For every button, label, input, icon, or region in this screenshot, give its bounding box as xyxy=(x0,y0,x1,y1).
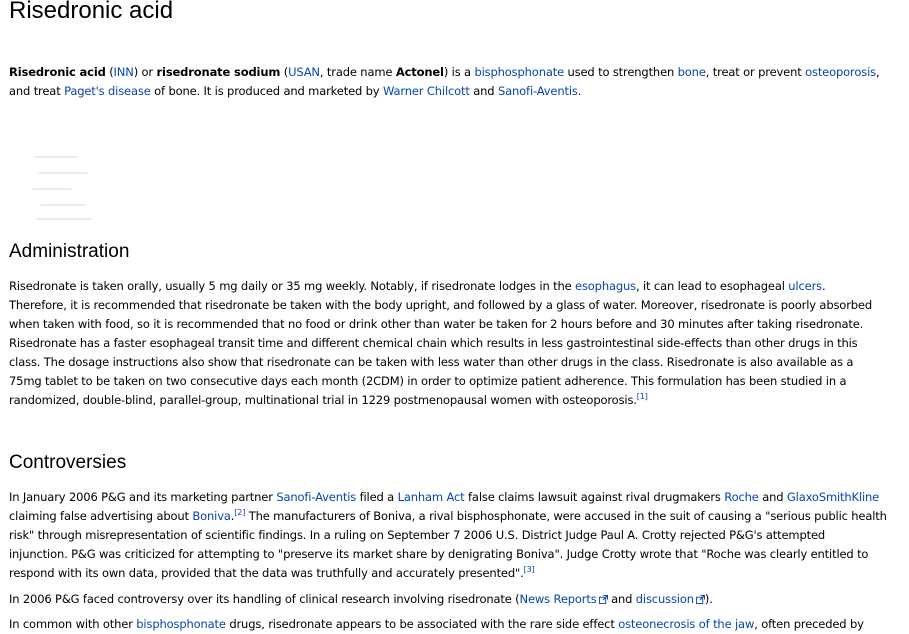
contro-line-5: respond with its own data, provided that the data was truthfully and accurately presented".[3] xyxy=(9,565,535,580)
structure-image xyxy=(28,124,106,228)
external-link-icon xyxy=(599,595,608,604)
link-bisphosphonate-2[interactable]: bisphosphonate xyxy=(136,617,226,631)
page-title: Risedronic acid xyxy=(9,0,174,24)
link-osteonecrosis-of-the-jaw[interactable]: osteonecrosis of the jaw xyxy=(618,617,755,631)
link-usan[interactable]: USAN xyxy=(288,65,320,79)
admin-line-7: randomized, double-blind, parallel-group, multinational trial in 1229 postmenopausal women with osteoporosis.[1] xyxy=(9,392,648,407)
citation-ref-2[interactable]: [2] xyxy=(234,508,246,518)
link-inn[interactable]: INN xyxy=(113,65,134,79)
link-lanham-act[interactable]: Lanham Act xyxy=(397,490,465,504)
citation-ref-1[interactable]: [1] xyxy=(636,392,648,402)
intro-line-1: Risedronic acid (INN) or risedronate sodium (USAN, trade name Actonel) is a bisphosphonate used to strengthen bone, treat or prevent osteoporosis, xyxy=(9,65,880,79)
bold-term-risedronate-sodium: risedronate sodium xyxy=(156,65,281,79)
citation-ref-3[interactable]: [3] xyxy=(523,565,535,575)
admin-line-5: class. The dosage instructions also show that risedronate can be taken with less water than other drugs in the class. Risedronate is also available as a xyxy=(9,355,854,369)
link-news-reports[interactable]: News Reports xyxy=(519,592,597,606)
controversies-paragraph-1 xyxy=(9,488,909,583)
intro-line-2: and treat Paget's disease of bone. It is produced and marketed by Warner Chilcott and Sanofi-Aventis. xyxy=(9,84,582,98)
admin-line-1: Risedronate is taken orally, usually 5 mg daily or 35 mg weekly. Notably, if risedronate lodges in the esophagus, it can lead to esophageal ulcers. xyxy=(9,279,826,293)
contro-line-4: injunction. P&G was criticized for attempting to "preserve its market share by denigrating Boniva". Judge Crotty wrote that "Roche was clearly entitled to xyxy=(9,547,869,561)
link-esophagus[interactable]: esophagus xyxy=(575,279,636,293)
link-sanofi-aventis-2[interactable]: Sanofi-Aventis xyxy=(276,490,357,504)
link-sanofi-aventis[interactable]: Sanofi-Aventis xyxy=(497,84,578,98)
section-heading-controversies: Controversies xyxy=(9,452,127,473)
link-osteoporosis[interactable]: osteoporosis xyxy=(805,65,876,79)
link-bisphosphonate[interactable]: bisphosphonate xyxy=(474,65,565,79)
administration-paragraph xyxy=(9,277,909,410)
link-bone[interactable]: bone xyxy=(677,65,706,79)
admin-line-2: Therefore, it is recommended that risedronate be taken with the body upright, and followed by a glass of water. Moreover, risedronate is poorly absorbed xyxy=(9,298,872,312)
link-pagets-disease[interactable]: Paget's disease xyxy=(64,84,151,98)
contro-p2-line: In 2006 P&G faced controversy over its handling of clinical research involving risedronate (News Reports and discussion ). xyxy=(9,592,713,606)
link-ulcers[interactable]: ulcers xyxy=(788,279,822,293)
intro-paragraph xyxy=(9,63,909,101)
admin-line-6: 75mg tablet to be taken on two consecutive days each month (2CDM) in order to optimize patient adherence. This formulation has been studied in a xyxy=(9,374,847,388)
external-link-icon xyxy=(696,595,705,604)
link-glaxosmithkline[interactable]: GlaxoSmithKline xyxy=(786,490,880,504)
link-discussion[interactable]: discussion xyxy=(635,592,694,606)
bold-term-actonel: Actonel xyxy=(395,65,444,79)
admin-line-3: when taken with food, so it is recommended that no food or drink other than water be taken for 2 hours before and 30 minutes after taking risedronate. xyxy=(9,317,864,331)
section-heading-administration: Administration xyxy=(9,241,130,262)
controversies-paragraph-3 xyxy=(9,615,909,634)
contro-line-2: claiming false advertising about Boniva.[2] The manufacturers of Boniva, a rival bisphosphonate, were accused in the suit of causing a "serious public health xyxy=(9,508,887,523)
link-roche[interactable]: Roche xyxy=(724,490,759,504)
contro-line-3: risk" through misrepresentation of scientific findings. In a ruling on September 7 2006 U.S. District Judge Paul A. Crotty rejected P&G's attempted xyxy=(9,528,826,542)
link-boniva[interactable]: Boniva xyxy=(192,509,231,523)
admin-line-4: Risedronate has a faster esophageal transit time and different chemical chain which results in less gastrointestinal side-effects than other drugs in this xyxy=(9,336,858,350)
link-warner-chilcott[interactable]: Warner Chilcott xyxy=(382,84,470,98)
controversies-paragraph-2 xyxy=(9,590,909,609)
bold-term-risedronic-acid: Risedronic acid xyxy=(9,65,106,79)
contro-line-1: In January 2006 P&G and its marketing partner Sanofi-Aventis filed a Lanham Act false claims lawsuit against rival drugmakers Roche and GlaxoSmithKline xyxy=(9,490,880,504)
contro-p3-line: In common with other bisphosphonate drugs, risedronate appears to be associated with the rare side effect osteonecrosis of the jaw, often preceded by xyxy=(9,617,864,631)
